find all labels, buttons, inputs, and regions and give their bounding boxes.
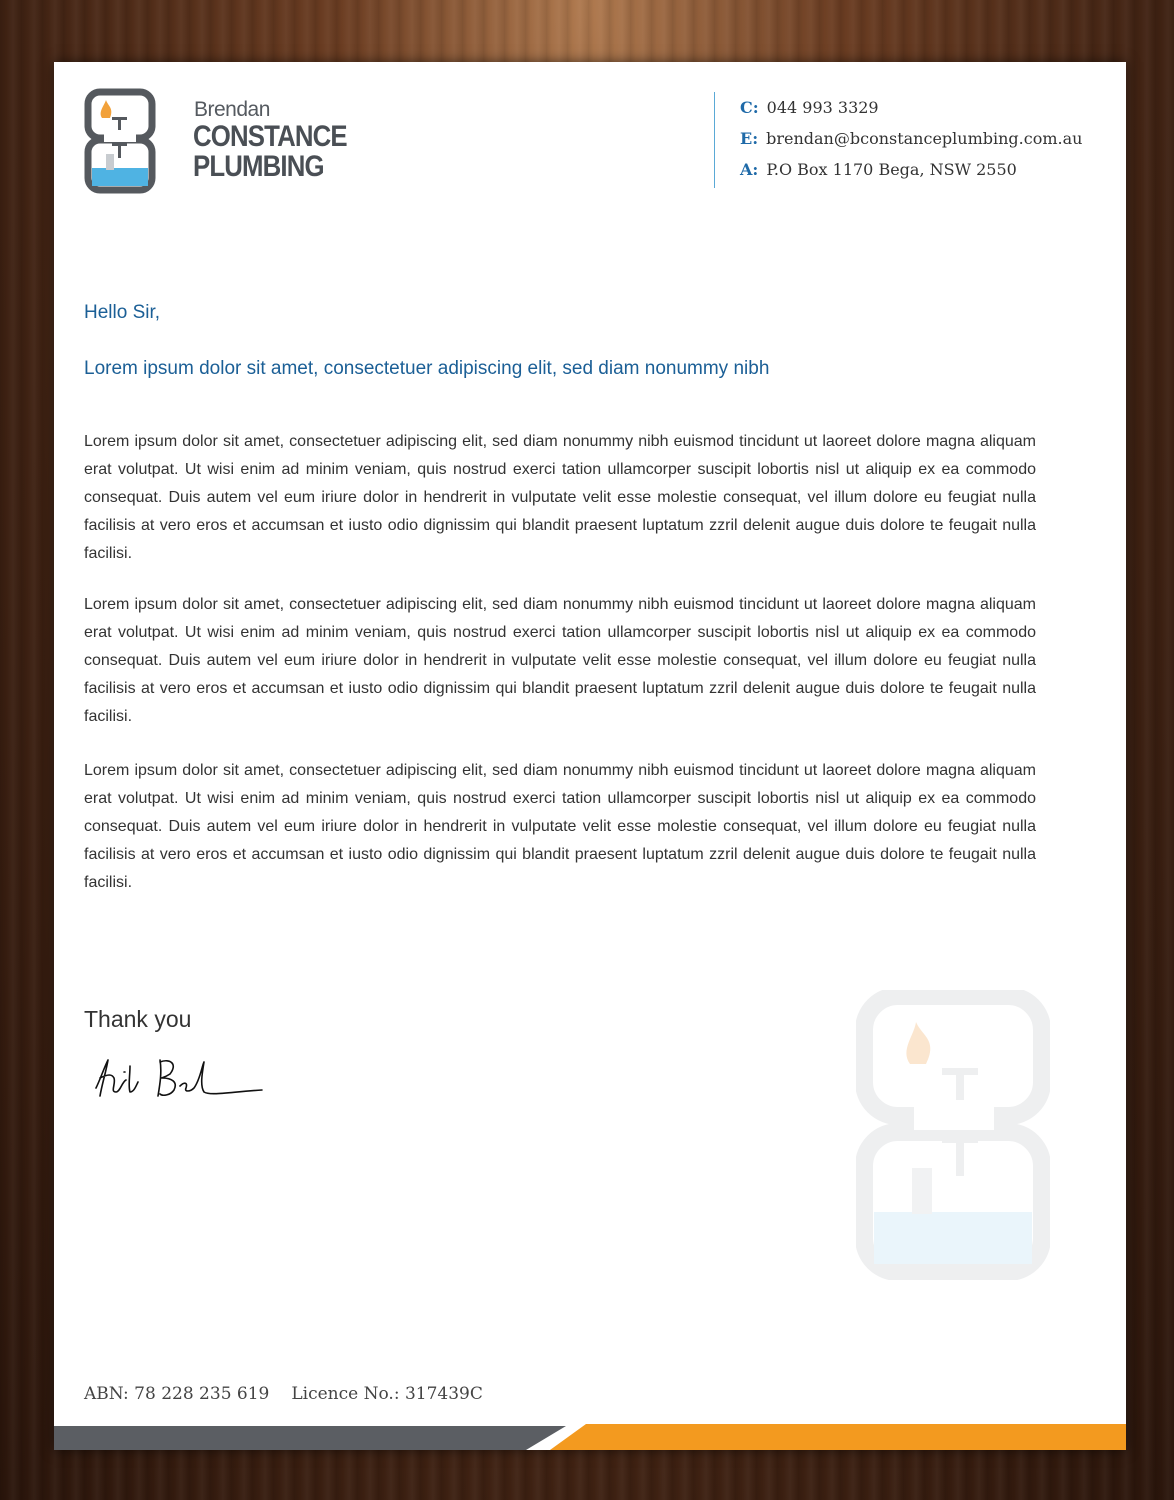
contact-address	[740, 160, 1017, 179]
letter-subject: Lorem ipsum dolor sit amet, consectetuer adipiscing elit, sed diam nonummy nibh	[84, 358, 770, 379]
footer-stripe	[54, 1424, 1126, 1450]
contact-phone-value: 044 993 3329	[766, 98, 879, 117]
signature-icon	[90, 1052, 270, 1102]
contact-address-key: A:	[740, 160, 759, 179]
letter-paragraph-2: Lorem ipsum dolor sit amet, consectetuer adipiscing elit, sed diam nonummy nibh euismod tincidunt ut laoreet dolore magna aliquam erat volutpat. Ut wisi enim ad minim veniam, quis nostrud exerci tation ullamcorper suscipit lobortis nisl ut aliquip ex ea commodo consequat. Duis autem vel eum iriure dolor in hendrerit in vulputate velit esse molestie consequat, vel illum dolore eu feugiat nulla facilisis at vero eros et accumsan et iusto odio dignissim qui blandit praesent luptatum zzril delenit augue duis dolore te feugait nulla facilisi.	[84, 596, 1036, 725]
letter-paragraph-1: Lorem ipsum dolor sit amet, consectetuer adipiscing elit, sed diam nonummy nibh euismod tincidunt ut laoreet dolore magna aliquam erat volutpat. Ut wisi enim ad minim veniam, quis nostrud exerci tation ullamcorper suscipit lobortis nisl ut aliquip ex ea commodo consequat. Duis autem vel eum iriure dolor in hendrerit in vulputate velit esse molestie consequat, vel illum dolore eu feugiat nulla facilisis at vero eros et accumsan et iusto odio dignissim qui blandit praesent luptatum zzril delenit augue duis dolore te feugait nulla facilisi.	[84, 433, 1036, 562]
letterhead-sheet	[54, 62, 1126, 1450]
contact-phone	[740, 98, 879, 117]
watermark-logo-icon	[856, 990, 1050, 1280]
brand-line-plumbing: PLUMBING	[193, 150, 324, 183]
contact-email-key: E:	[740, 129, 759, 148]
letter-greeting: Hello Sir,	[84, 302, 161, 323]
contact-email	[740, 129, 1082, 148]
contact-phone-key: C:	[740, 98, 759, 117]
contact-email-value: brendan@bconstanceplumbing.com.au	[766, 129, 1083, 148]
brand-line-constance: CONSTANCE	[193, 120, 347, 153]
pipe-logo-icon	[84, 88, 156, 194]
footer-info	[84, 1384, 505, 1404]
footer-licence: Licence No.: 317439C	[291, 1384, 483, 1404]
contact-address-value: P.O Box 1170 Bega, NSW 2550	[766, 160, 1017, 179]
brand-logo	[84, 88, 347, 198]
letter-paragraph-3: Lorem ipsum dolor sit amet, consectetuer adipiscing elit, sed diam nonummy nibh euismod tincidunt ut laoreet dolore magna aliquam erat volutpat. Ut wisi enim ad minim veniam, quis nostrud exerci tation ullamcorper suscipit lobortis nisl ut aliquip ex ea commodo consequat. Duis autem vel eum iriure dolor in hendrerit in vulputate velit esse molestie consequat, vel illum dolore eu feugiat nulla facilisis at vero eros et accumsan et iusto odio dignissim qui blandit praesent luptatum zzril delenit augue duis dolore te feugait nulla facilisi.	[84, 762, 1036, 891]
brand-first-name: Brendan	[194, 98, 270, 121]
footer-abn: ABN: 78 228 235 619	[84, 1384, 270, 1404]
contact-divider	[714, 92, 715, 188]
letter-closing: Thank you	[84, 1006, 192, 1032]
